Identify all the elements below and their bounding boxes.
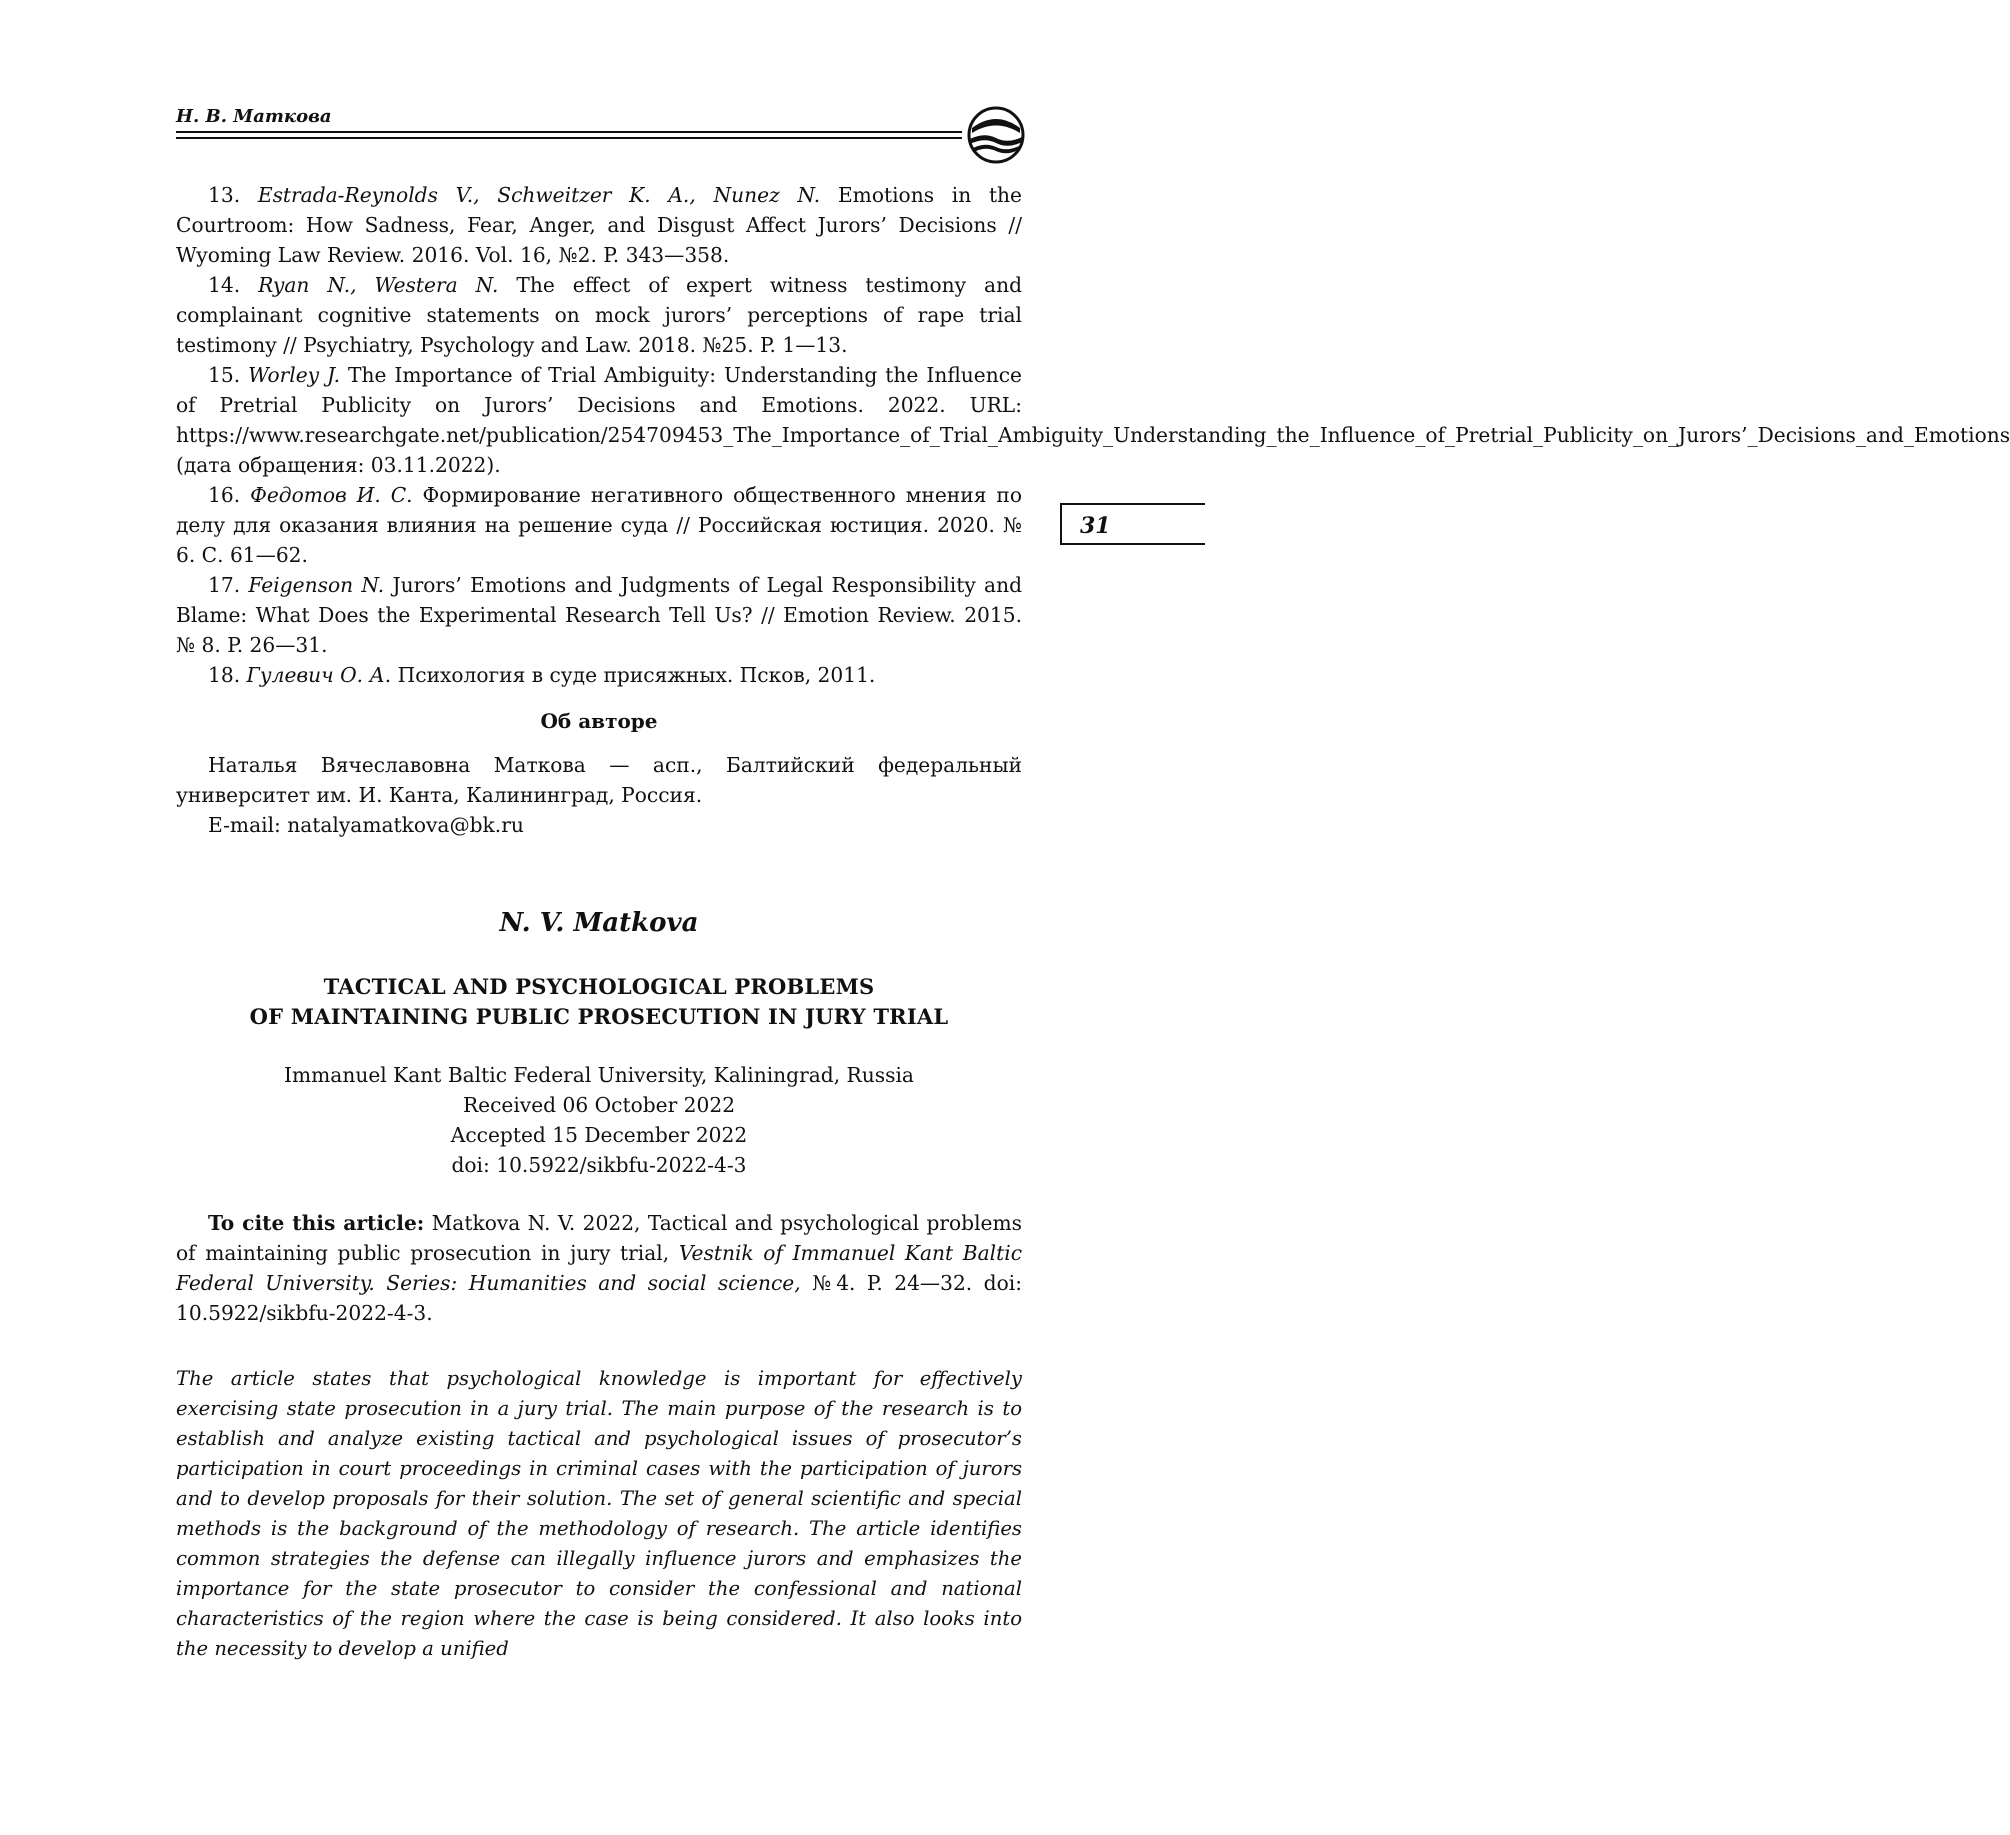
about-author-text: Наталья Вячеславовна Маткова — асп., Балтийский федеральный университет им. И. Канта, Калининград, Россия. — [176, 753, 1022, 807]
reference-item: 18. Гулевич О. А. Психология в суде присяжных. Псков, 2011. — [208, 663, 876, 687]
header-rule — [176, 137, 962, 139]
article-author: N. V. Matkova — [499, 908, 699, 938]
about-author-heading: Об авторе — [540, 709, 658, 733]
article-doi: doi: 10.5922/sikbfu-2022-4-3 — [451, 1153, 747, 1177]
page-number-box — [1060, 503, 1205, 545]
article-abstract: The article states that psychological knowledge is important for effectively exercising state prosecution in a jury trial. The main purpose of the research is to establish and analyze existing tactical and psychological issues of prosecutor’s participation in court proceedings in criminal cases with the participation of jurors and to develop proposals for their solution. The set of general scientific and special methods is the background of the methodology of research. The article identifies common strategies the defense can illegally influence jurors and emphasizes the importance for the state prosecutor to consider the confessional and national characteristics of the region where the case is being considered. It also looks into the necessity to develop a unified — [176, 1367, 1022, 1660]
about-author — [176, 750, 1022, 840]
reference-item: 15. Worley J. The Importance of Trial Ambiguity: Understanding the Influence of Pretrial Publicity on Jurors’ Decisions and Emotions. 2022. URL: https://www.researchgate.net/publication/254709453_The_Importance_of_Trial_Ambiguity_Understanding_the_Influence_of_Pretrial_Publicity_on_Jurors’_Decisions_and_Emotions (дата обращения: 03.11.2022). — [176, 363, 2010, 477]
reference-item: 13. Estrada-Reynolds V., Schweitzer K. A., Nunez N. Emotions in the Courtroom: How Sadness, Fear, Anger, and Disgust Affect Jurors’ Decisions // Wyoming Law Review. 2016. Vol. 16, №2. P. 343—358. — [176, 183, 1023, 267]
article-title-line: OF MAINTAINING PUBLIC PROSECUTION IN JURY TRIAL — [249, 1004, 949, 1029]
page-number: 31 — [1080, 513, 1111, 539]
page-content — [176, 180, 2010, 1684]
article-affiliation: Immanuel Kant Baltic Federal University, Kaliningrad, Russia — [284, 1063, 914, 1087]
running-header — [176, 100, 1026, 160]
article-received: Received 06 October 2022 — [462, 1093, 736, 1117]
journal-logo-icon — [966, 104, 1026, 166]
reference-authors: Estrada-Reynolds V., Schweitzer K. A., Nunez N. — [257, 183, 821, 207]
article-meta — [176, 1060, 1022, 1180]
reference-item: 14. Ryan N., Westera N. The effect of expert witness testimony and complainant cognitive statements on mock jurors’ perceptions of rape trial testimony // Psychiatry, Psychology and Law. 2018. №25. P. 1—13. — [176, 273, 1023, 357]
citation-journal: Vestnik of Immanuel Kant Baltic Federal University. Series: Humanities and social science, — [176, 1241, 1023, 1295]
header-rule — [176, 131, 962, 133]
reference-authors: Гулевич О. А. — [246, 663, 392, 687]
reference-authors: Feigenson N. — [248, 573, 385, 597]
reference-authors: Worley J. — [248, 363, 340, 387]
article-title — [176, 972, 1022, 1032]
reference-item: 17. Feigenson N. Jurors’ Emotions and Judgments of Legal Responsibility and Blame: What Does the Experimental Research Tell Us? // Emotion Review. 2015. № 8. P. 26—31. — [176, 573, 1022, 657]
references-list — [176, 180, 2010, 690]
citation-label: To cite this article: — [208, 1211, 425, 1235]
citation: To cite this article: Matkova N. V. 2022, Tactical and psychological problems of maintaining public prosecution in jury trial, Vestnik of Immanuel Kant Baltic Federal University. Series: Humanities and social science, №4. P. 24—32. doi: 10.5922/sikbfu-2022-4-3. — [176, 1211, 1023, 1325]
article-accepted: Accepted 15 December 2022 — [450, 1123, 748, 1147]
reference-authors: Федотов И. С. — [250, 483, 413, 507]
running-header-author: Н. В. Маткова — [176, 106, 332, 127]
reference-authors: Ryan N., Westera N. — [258, 273, 499, 297]
reference-item: 16. Федотов И. С. Формирование негативного общественного мнения по делу для оказания влияния на решение суда // Российская юстиция. 2020. № 6. С. 61—62. — [176, 483, 1023, 567]
about-author-email: E-mail: natalyamatkova@bk.ru — [208, 813, 524, 837]
article-title-line: TACTICAL AND PSYCHOLOGICAL PROBLEMS — [323, 974, 875, 999]
